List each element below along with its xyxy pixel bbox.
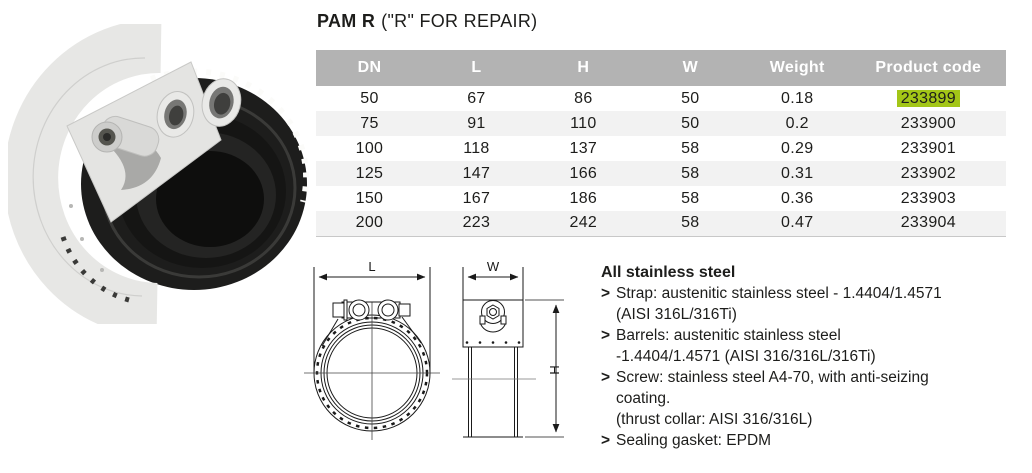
bullet-icon: >: [601, 327, 611, 344]
dn-cell: 150: [355, 189, 384, 207]
table-row: [316, 136, 1006, 161]
l-cell: 147: [423, 161, 530, 186]
w-cell: 58: [637, 161, 744, 186]
spec-line: -1.4404/1.4571 (AISI 316/316L/316Ti): [616, 348, 876, 365]
product-name: PAM R: [317, 11, 376, 31]
side-view-drawing: [452, 267, 564, 437]
bullet-icon: >: [601, 369, 611, 386]
w-cell: 58: [681, 189, 700, 207]
l-cell: 167: [462, 189, 491, 207]
column-header-product-code: Product code: [851, 50, 1006, 86]
h-cell: 186: [569, 189, 598, 207]
weight-cell: 0.2: [744, 111, 851, 136]
l-cell: 91: [423, 111, 530, 136]
column-header-weight: Weight: [744, 50, 851, 86]
weight-cell: 0.36: [781, 189, 814, 207]
spec-line: coating.: [616, 390, 671, 407]
column-header-w: W: [637, 50, 744, 86]
product-code-value: 233900: [900, 114, 956, 132]
h-cell: 137: [569, 139, 598, 157]
dn-cell: 50: [360, 89, 379, 107]
bullet-icon: >: [601, 285, 611, 302]
spec-line: (AISI 316L/316Ti): [616, 306, 737, 323]
weight-cell: 0.31: [744, 161, 851, 186]
product-code-value: 233899: [897, 90, 960, 107]
bullet-icon: >: [601, 432, 611, 449]
table-row: [316, 86, 1006, 111]
product-code-cell: [851, 161, 1006, 186]
product-photo: [8, 24, 310, 324]
material-specs: [601, 262, 1025, 451]
dn-cell: 100: [355, 139, 384, 157]
spec-line: Strap: austenitic stainless steel - 1.4404/1.4571: [616, 285, 942, 302]
column-header-l: L: [423, 50, 530, 86]
product-name-suffix: ("R" FOR REPAIR): [381, 11, 538, 31]
weight-cell: 0.47: [744, 211, 851, 236]
weight-cell: 0.18: [781, 89, 814, 107]
spec-line: Screw: stainless steel A4-70, with anti-seizing: [616, 369, 929, 386]
l-cell: 67: [467, 89, 486, 107]
w-cell: 50: [681, 89, 700, 107]
h-cell: 110: [530, 111, 637, 136]
side-view-h-label: H: [547, 365, 562, 375]
spec-line: (thrust collar: AISI 316/316L): [616, 411, 813, 428]
spec-item-gasket: [601, 430, 1025, 451]
dimensions-table: [316, 50, 1006, 237]
column-header-dn: DN: [316, 50, 423, 86]
l-cell: 118: [463, 139, 490, 157]
w-cell: 50: [637, 111, 744, 136]
page-title: [317, 11, 537, 32]
spec-item-screw: [601, 367, 1025, 430]
weight-cell: 0.29: [781, 139, 814, 157]
dn-cell: 200: [316, 211, 423, 236]
side-view-w-label: W: [486, 259, 500, 274]
dn-cell: 75: [316, 111, 423, 136]
table-row: [316, 211, 1006, 236]
product-code-value: 233901: [900, 139, 956, 157]
product-code-cell: [851, 86, 1006, 111]
front-view-drawing: [304, 267, 440, 440]
w-cell: 58: [637, 211, 744, 236]
product-code-value: 233903: [900, 189, 956, 207]
product-code-cell: [851, 211, 1006, 236]
w-cell: 58: [681, 139, 700, 157]
column-header-h: H: [530, 50, 637, 86]
table-row: [316, 186, 1006, 211]
table-row: [316, 111, 1006, 136]
l-cell: 223: [423, 211, 530, 236]
spec-line: Sealing gasket: EPDM: [616, 432, 772, 449]
h-cell: 166: [530, 161, 637, 186]
dn-cell: 125: [316, 161, 423, 186]
h-cell: 242: [530, 211, 637, 236]
product-code-cell: [851, 186, 1006, 211]
table-row: [316, 161, 1006, 186]
h-cell: 86: [574, 89, 593, 107]
product-code-cell: [851, 136, 1006, 161]
product-code-value: 233904: [900, 214, 956, 232]
table-header-row: [316, 50, 1006, 86]
specs-heading: All stainless steel: [601, 264, 736, 281]
front-view-l-label: L: [368, 259, 376, 274]
spec-line: Barrels: austenitic stainless steel: [616, 327, 841, 344]
product-code-value: 233902: [900, 164, 956, 182]
product-code-cell: [851, 111, 1006, 136]
spec-item-barrels: [601, 325, 1025, 367]
technical-drawings: [300, 258, 600, 470]
spec-item-strap: [601, 283, 1025, 325]
